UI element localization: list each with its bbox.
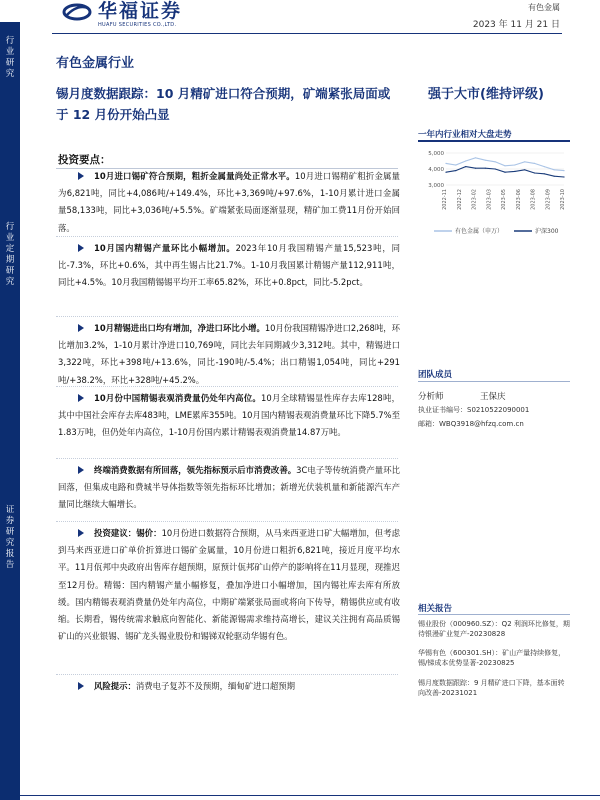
paragraph-separator — [56, 674, 398, 675]
chart-point — [524, 169, 525, 170]
side-label-securities-report: 证券研究报告 — [5, 505, 15, 570]
chart-point — [465, 166, 466, 167]
chart-point — [455, 170, 456, 171]
team-title: 团队成员 — [418, 370, 453, 380]
chart-point — [455, 164, 456, 165]
chart-point — [544, 166, 545, 167]
bullet-arrow-icon — [78, 244, 84, 252]
chart-point — [514, 164, 515, 165]
chart-series-line-0 — [446, 158, 564, 171]
chart-point — [504, 165, 505, 166]
key-point-text: 10月份我国精锡净进口2,268吨，环比增加3.2%，1-10月累计净进口10,769吨，同比去年同期减少3,312吨。其中，精锡进口3,322吨，环比+398吨/+13.6%，同比-190吨/-5.4%；出口精锡1,054吨，同比+291吨/+38.2%，环比+328吨/+45.2%。 — [58, 323, 400, 385]
chart-legend-label: 有色金属（申万） — [455, 228, 504, 235]
chart-point — [485, 160, 486, 161]
chart-point — [465, 160, 466, 161]
chart-x-tick-label: 2023-10 — [560, 189, 566, 210]
paragraph-separator — [56, 386, 398, 387]
chart-x-tick-label: 2023-05 — [501, 189, 507, 210]
key-point-lead: 10月进口锡矿符合预期，粗折金属量尚处正常水平。 — [94, 171, 295, 181]
chart-point — [534, 163, 535, 164]
chart-x-tick-label: 2023-08 — [530, 189, 537, 210]
key-point-lead: 10月份中国精锡表观消费量仍处年内高位。 — [94, 393, 262, 403]
analyst-role: 分析师 — [418, 392, 444, 402]
analyst-cert: 执业证书编号：S0210522090001 — [418, 406, 530, 414]
chart-point — [445, 163, 446, 164]
chart-y-tick-label: 5,000 — [428, 151, 444, 157]
industry-title: 有色金属行业 — [56, 56, 135, 71]
key-point-paragraph — [58, 525, 400, 645]
chart-point — [495, 161, 496, 162]
key-point-paragraph — [58, 390, 400, 442]
related-rule — [418, 614, 570, 615]
chart-point — [544, 173, 545, 174]
key-point-paragraph — [58, 462, 400, 514]
chart-point — [485, 168, 486, 169]
logo-chinese-name: 华福证券 — [98, 0, 183, 22]
bullet-arrow-icon — [78, 394, 84, 402]
key-point-text: 10月份进口数据符合预期，从马来西亚进口矿大幅增加，但考虑到马来西亚进口矿单价折算进口锡矿金属量，10月份进口粗折6,821吨，接近月度平均水平。11月佤邦中央政府出售库存超预期，原预计佤邦矿山停产的影响将在11月显现，现推迟至12月份。精锡：国内精锡产量小幅修复，叠加净进口小幅增加，国内锡社库去库有所放缓。国内精锡表观消费量仍处年内高位，中期矿端紧张局面或将向下传导，精锡供应或有收缩。长期看，锡传统需求触底向智能化、新能源锡需求维持高增长，建议关注拥有高品质锡矿山的兴业银锡、锡矿龙头锡业股份和锡锑双轮驱动华锡有色。 — [58, 528, 401, 642]
key-point-text: 10月进口锡精矿粗折金属量为6,821吨，同比+4,086吨/+149.4%，环比+3,369吨/+97.6%，1-10月累计进口金属量58,133吨，同比+3,036吨/+5.5%。矿端紧张局面逐渐显现，精矿加工费11月份开始回落。 — [58, 171, 401, 233]
key-point-text: 2023年10月我国精锡产量15,523吨，同比-7.3%，环比+0.6%，其中再生锡占比21.7%。1-10月我国累计精锡产量112,911吨，同比+4.5%。10月我国精锡锡平均开工率65.82%，环比+0.8pct，同比-5.2pct。 — [58, 243, 400, 288]
header-rule — [52, 33, 562, 34]
chart-point — [524, 161, 525, 162]
key-point-text: 消费电子复苏不及预期，缅甸矿进口超预期 — [135, 681, 295, 691]
key-point-text: 3C电子等传统消费产量环比回落，但集成电路和费城半导体指数等领先指标环比增加；新增光伏装机量和新能源汽车产量同比继续大幅增长。 — [58, 465, 400, 510]
chart-point — [563, 176, 564, 177]
chart-point — [563, 170, 564, 171]
relative-performance-chart — [418, 145, 570, 240]
rating-label: 强于大市(维持评级) — [428, 87, 544, 102]
related-report-2[interactable]: 华锡有色（600301.SH）：矿山产量持续修复，锡/锑成本优势显著-20230825 — [418, 649, 566, 667]
header-category: 有色金属 — [528, 3, 560, 12]
key-point-paragraph — [58, 320, 400, 389]
chart-point — [514, 171, 515, 172]
chart-title-rule — [418, 140, 570, 142]
related-title: 相关报告 — [418, 604, 453, 614]
chart-point — [475, 157, 476, 158]
company-logo — [62, 2, 182, 28]
related-report-1[interactable]: 锡业股份（000960.SZ）：Q2 利润环比修复，期待银漫矿业复产-20230828 — [418, 620, 570, 638]
footer-rule — [20, 795, 600, 796]
report-headline: 锡月度数据跟踪：10 月精矿进口符合预期，矿端紧张局面或于 12 月份开始凸显 — [56, 86, 391, 122]
chart-point — [495, 168, 496, 169]
logo-english-name: HUAFU SECURITIES CO.,LTD. — [98, 22, 177, 28]
analyst-name: 王保庆 — [480, 392, 506, 402]
bullet-arrow-icon — [78, 172, 84, 180]
chart-point — [445, 172, 446, 173]
bullet-arrow-icon — [78, 324, 84, 332]
side-label-industry-research: 行业研究 — [5, 36, 15, 79]
key-point-lead: 风险提示： — [94, 681, 136, 691]
key-point-paragraph — [58, 240, 400, 292]
chart-x-tick-label: 2023-02 — [471, 189, 478, 210]
paragraph-separator — [56, 316, 398, 317]
chart-x-tick-label: 2023-09 — [545, 189, 552, 210]
chart-x-tick-label: 2022-11 — [442, 189, 448, 210]
chart-title: 一年内行业相对大盘走势 — [418, 130, 512, 140]
paragraph-separator — [56, 458, 398, 459]
chart-x-tick-label: 2023-03 — [486, 189, 493, 210]
chart-x-tick-label: 2023-06 — [515, 189, 522, 210]
bullet-arrow-icon — [78, 466, 84, 474]
chart-x-tick-label: 2022-12 — [456, 189, 463, 210]
paragraph-separator — [56, 521, 398, 522]
key-point-text: 10月全球精锡显性库存去库128吨，其中中国社会库存去库483吨，LME累库355吨。10月国内精锡表观消费量环比下降5.7%至1.83万吨，但仍处年内高位，1-10月份国内累计精锡表观消费量14.87万吨。 — [58, 393, 400, 438]
key-point-lead: 10月精锡进出口均有增加，净进口环比小增。 — [94, 323, 265, 333]
key-point-lead: 10月国内精锡产量环比小幅增加。 — [94, 243, 236, 253]
report-date: 2023 年 11 月 21 日 — [472, 20, 560, 30]
chart-y-tick-label: 4,000 — [428, 167, 444, 173]
left-side-bar — [0, 22, 20, 800]
key-point-paragraph — [58, 168, 400, 237]
chart-y-tick-label: 3,000 — [428, 183, 444, 189]
chart-point — [554, 176, 555, 177]
bullet-arrow-icon — [78, 682, 84, 690]
related-report-3[interactable]: 锡月度数据跟踪：9 月精矿进口下降，基本面转向改善-20231021 — [418, 679, 565, 697]
side-label-periodic-research: 行业定期研究 — [5, 222, 15, 287]
paragraph-separator — [56, 236, 398, 237]
analyst-email[interactable]: 邮箱：WBQ3918@hfzq.com.cn — [418, 420, 524, 428]
chart-point — [534, 172, 535, 173]
key-point-paragraph — [58, 678, 400, 695]
key-point-lead: 投资建议：锡价： — [94, 528, 162, 538]
chart-point — [554, 169, 555, 170]
chart-point — [475, 168, 476, 169]
chart-point — [504, 172, 505, 173]
logo-swoosh-icon — [62, 2, 92, 22]
key-point-lead: 终端消费数据有所回落，领先指标预示后市消费改善。 — [94, 465, 297, 475]
bullet-arrow-icon — [78, 529, 84, 537]
key-points-title: 投资要点： — [58, 154, 111, 166]
team-rule — [418, 381, 570, 382]
chart-legend-label: 沪深300 — [535, 228, 559, 235]
